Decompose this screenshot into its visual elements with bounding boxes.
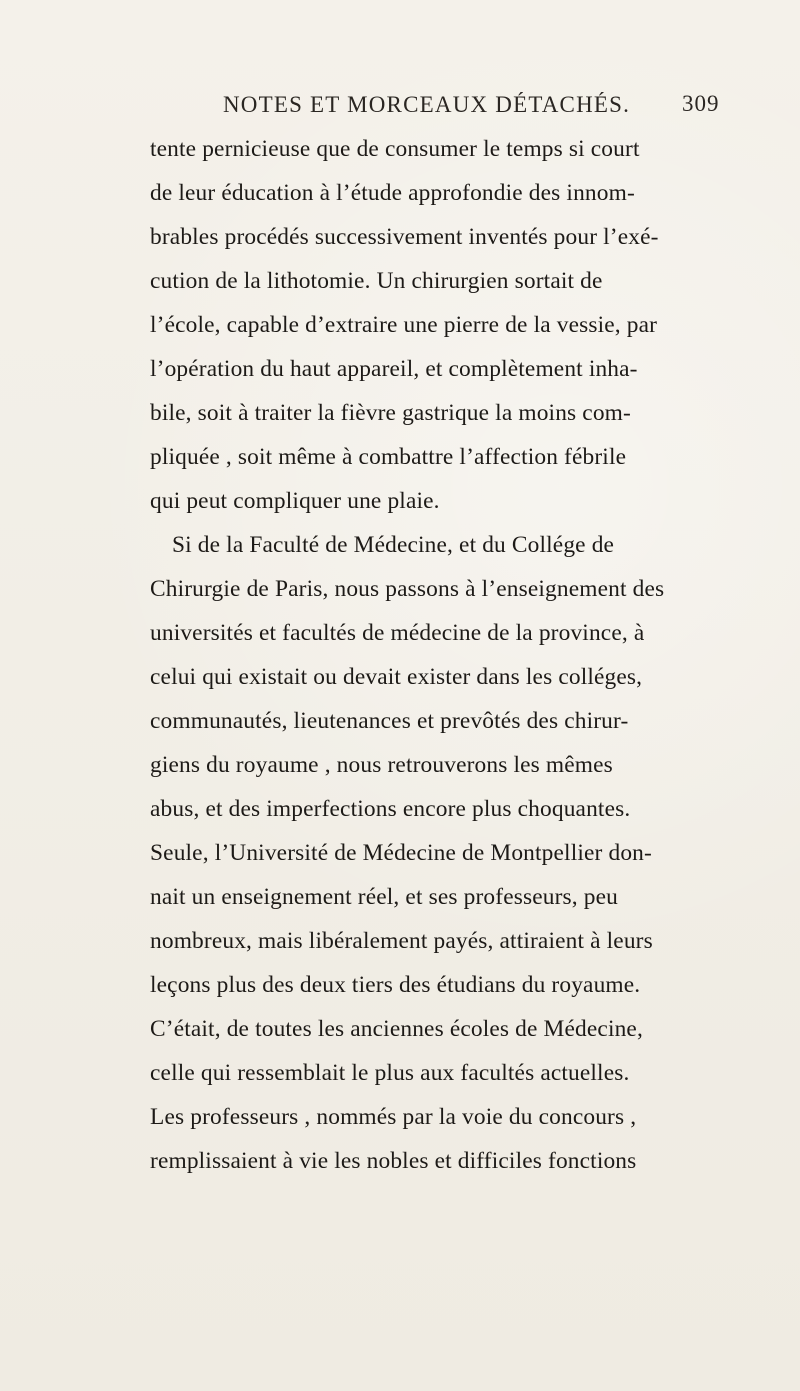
text-line: celle qui ressemblait le plus aux facultés actuelles.: [150, 1060, 630, 1086]
text-line: l’opération du haut appareil, et complètement inha-: [150, 356, 638, 382]
text-line: bile, soit à traiter la fièvre gastrique la moins com-: [150, 400, 631, 426]
text-line: l’école, capable d’extraire une pierre de la vessie, par: [150, 312, 658, 338]
text-line: Si de la Faculté de Médecine, et du Collége de: [172, 532, 615, 558]
text-line: C’était, de toutes les anciennes écoles de Médecine,: [150, 1016, 643, 1042]
text-line: Chirurgie de Paris, nous passons à l’enseignement des: [150, 576, 665, 602]
text-line: giens du royaume , nous retrouverons les mêmes: [150, 752, 613, 778]
text-line: Les professeurs , nommés par la voie du concours ,: [150, 1104, 637, 1130]
text-line: cution de la lithotomie. Un chirurgien sortait de: [150, 268, 603, 294]
text-line: abus, et des imperfections encore plus choquantes.: [150, 796, 631, 822]
text-line: remplissaient à vie les nobles et difficiles fonctions: [150, 1148, 637, 1174]
text-line: pliquée , soit même à combattre l’affection fébrile: [150, 444, 627, 470]
text-line: tente pernicieuse que de consumer le temps si court: [150, 136, 640, 162]
text-line: qui peut compliquer une plaie.: [150, 488, 440, 514]
running-head: NOTES ET MORCEAUX DÉTACHÉS.: [223, 92, 631, 117]
page-number: 309: [682, 91, 720, 116]
text-line: brables procédés successivement inventés pour l’exé-: [150, 224, 659, 250]
text-line: Seule, l’Université de Médecine de Montpellier don-: [150, 840, 652, 866]
text-line: nombreux, mais libéralement payés, attiraient à leurs: [150, 928, 653, 954]
text-line: universités et facultés de médecine de la province, à: [150, 620, 645, 646]
body-text: [150, 127, 685, 1183]
text-line: leçons plus des deux tiers des étudians du royaume.: [150, 972, 641, 998]
text-line: celui qui existait ou devait exister dans les colléges,: [150, 664, 643, 690]
text-line: communautés, lieutenances et prevôtés des chirur-: [150, 708, 629, 734]
text-line: de leur éducation à l’étude approfondie des innom-: [150, 180, 635, 206]
text-line: nait un enseignement réel, et ses professeurs, peu: [150, 884, 619, 910]
